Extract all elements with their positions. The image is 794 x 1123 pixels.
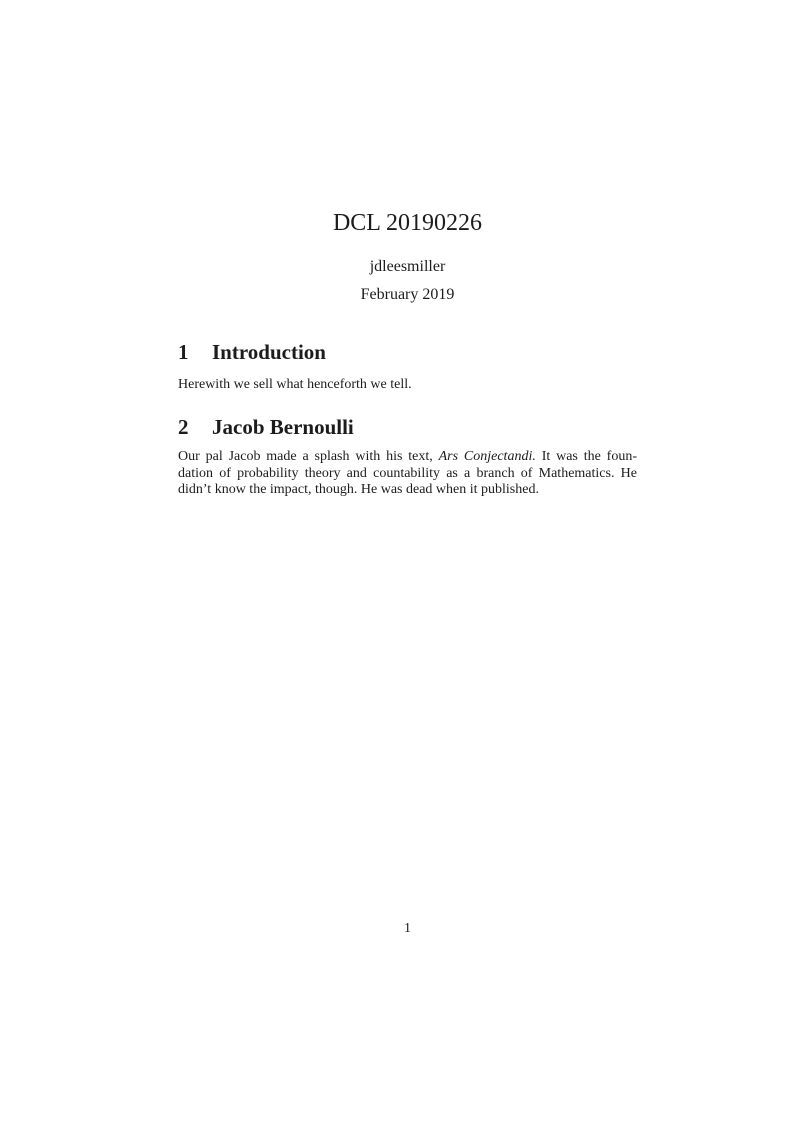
section-2-paragraph [178, 449, 637, 499]
document-author: jdleesmiller [369, 258, 446, 275]
paragraph-text-after-italic: It was the foun- [535, 449, 637, 464]
section-2-title: Jacob Bernoulli [212, 415, 354, 439]
section-2-heading [178, 415, 637, 440]
section-2-paragraph-line-2: dation of probability theory and countability as a branch of Mathematics. He [178, 465, 637, 481]
section-2-number: 2 [178, 415, 189, 439]
page-number: 1 [404, 921, 411, 936]
section-1-heading [178, 340, 637, 365]
document-date: February 2019 [360, 286, 455, 303]
section-1-paragraph-line: Herewith we sell what henceforth we tell. [178, 377, 412, 392]
section-2-paragraph-line-3: didn’t know the impact, though. He was dead when it published. [178, 482, 539, 497]
document-title: DCL 20190226 [332, 210, 483, 236]
text-column [178, 0, 637, 1123]
section-1-title: Introduction [212, 340, 326, 364]
paragraph-text-before-italic: Our pal Jacob made a splash with his text, [178, 449, 439, 464]
section-1-paragraph [178, 377, 637, 394]
section-1-number: 1 [178, 340, 189, 364]
book-title-italic: Ars Conjectandi. [438, 449, 536, 464]
section-2-paragraph-line-1 [178, 449, 637, 466]
